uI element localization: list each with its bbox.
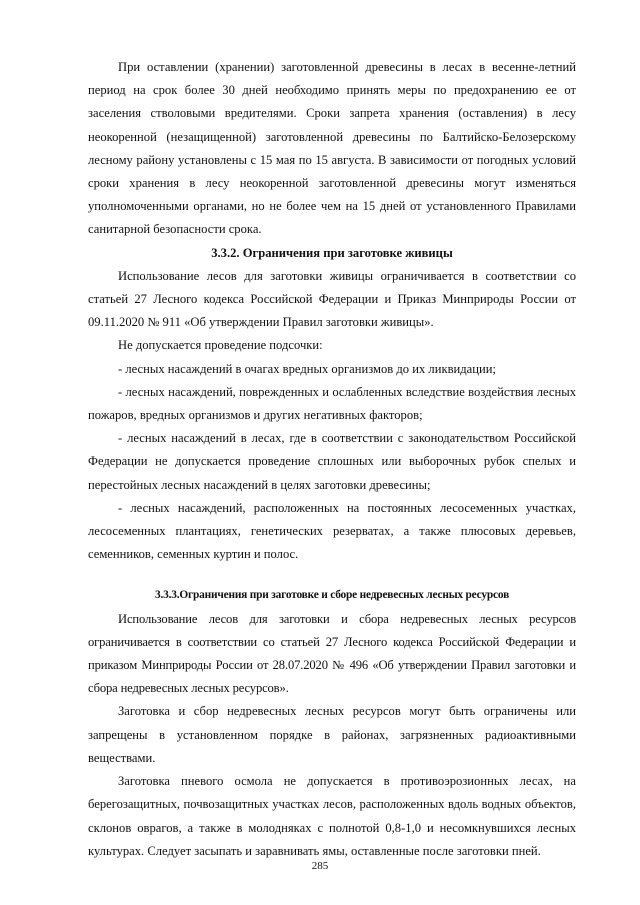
page-number: 285 [311, 860, 329, 872]
document-page [88, 56, 576, 863]
paragraph-resin-law: Использование лесов для заготовки живицы ограничивается в соответствии со статьей 27 Лесного кодекса Российской Федерации и Приказ Минприроды России от 09.11.2020 № 911 «Об утверждении Правил заготовки живицы». [88, 268, 576, 330]
paragraph-storage-restrictions: При оставлении (хранении) заготовленной древесины в лесах в весенне-летний период на срок более 30 дней необходимо принять меры по предохранению ее от заселения стволовыми вредителями. Сроки запрета хранения (оставления) в лесу неокоренной (незащищенной) заготовленной древесины по Балтийско-Белозерскому лесному району установлены с 15 мая по 15 августа. В зависимости от погодных условий сроки хранения в лесу неокоренной заготовленной древесины могут изменяться уполномоченными органами, но не более чем на 15 дней от установленного Правилами санитарной безопасности срока. [88, 60, 576, 237]
list-item-seed-plots: - лесных насаждений, расположенных на постоянных лесосеменных участках, лесосеменных плантациях, генетических резерватах, а также плюсовых деревьев, семенников, семенных куртин и полос. [88, 500, 576, 562]
paragraph-non-timber-law: Использование лесов для заготовки и сбора недревесных лесных ресурсов ограничивается в соответствии со статьей 27 Лесного кодекса Российской Федерации и приказом Минприроды России от 28.07.2020 № 496 «Об утверждении Правил заготовки и сбора недревесных лесных ресурсов». [88, 611, 576, 696]
list-item-protected-forests: - лесных насаждений в лесах, где в соответствии с законодательством Российской Федерации не допускается проведение сплошных или выборочных рубок спелых и перестойных лесных насаждений в целях заготовки древесины; [88, 431, 576, 492]
list-item-pest-foci: - лесных насаждений в очагах вредных организмов до их ликвидации; [118, 361, 496, 376]
paragraph-radioactive-areas: Заготовка и сбор недревесных лесных ресурсов могут быть ограничены или запрещены в установленном порядке в районах, загрязненных радиоактивными веществами. [88, 704, 576, 765]
section-heading-3-3-2: 3.3.2. Ограничения при заготовке живицы [211, 245, 453, 260]
section-heading-3-3-3: 3.3.3.Ограничения при заготовке и сборе недревесных лесных ресурсов [154, 589, 510, 602]
list-item-damaged-stands: - лесных насаждений, поврежденных и ослабленных вследствие воздействия лесных пожаров, вредных организмов и других негативных факторов; [88, 384, 576, 423]
paragraph-tapping-not-allowed: Не допускается проведение подсочки: [118, 338, 323, 353]
paragraph-stump-resin: Заготовка пневого осмола не допускается в противоэрозионных лесах, на берегозащитных, почвозащитных участках лесов, расположенных вдоль водных объектов, склонов оврагов, а также в молодняках с полнотой 0,8-1,0 и несомкнувшихся лесных культурах. Следует засыпать и заравнивать ямы, оставленные после заготовки пней. [88, 774, 576, 858]
